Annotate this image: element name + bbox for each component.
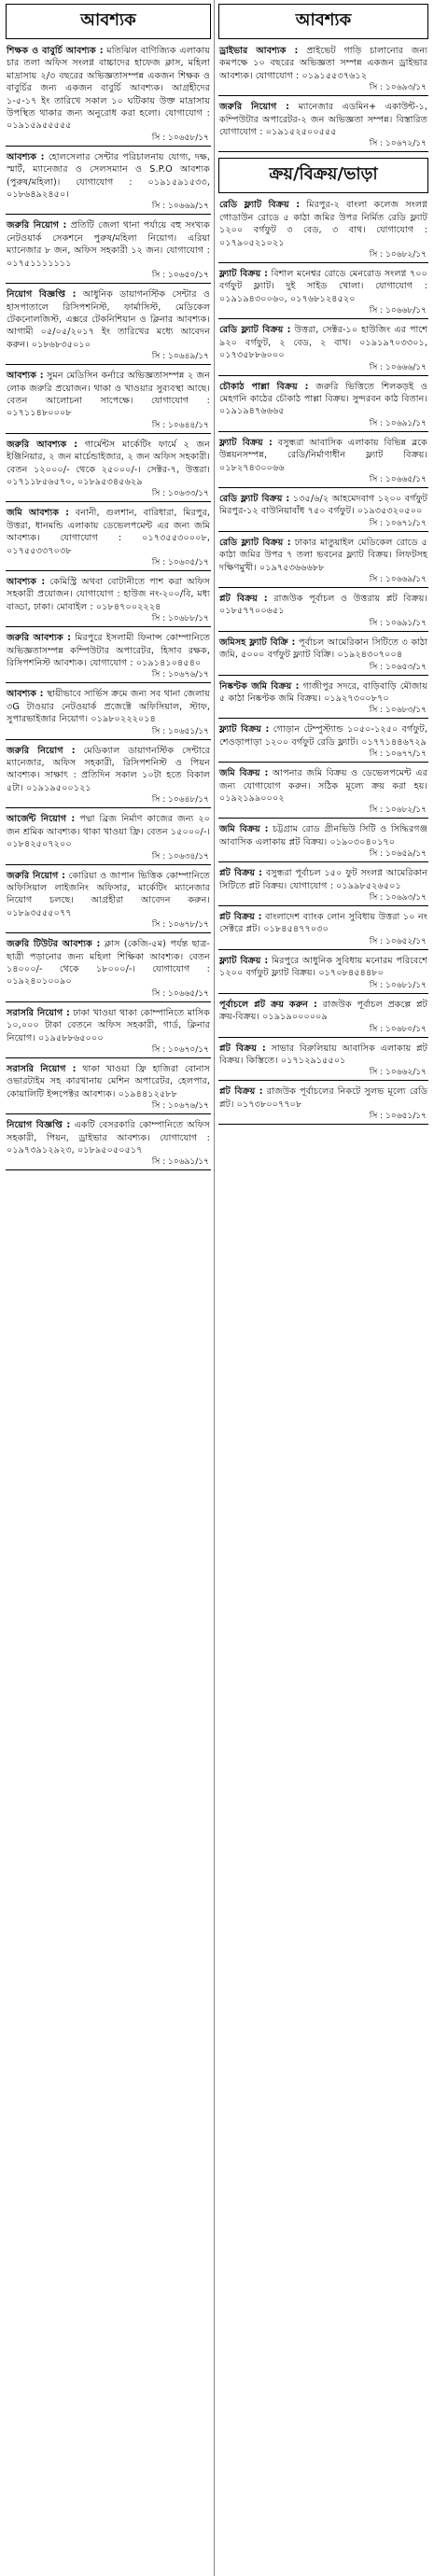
ad-text [218,379,428,418]
classified-ad [6,936,211,1002]
ad-code: সি : ১০৬৫৩/১৭ [369,662,427,672]
ad-separator [218,631,428,632]
ad-body: বনানী, গুলশান, বারিধারা, মিরপুর, উত্তরা, ধানমন্ডি এলাকায় ডেভেলপমেন্ট এর জন্য জমি আবশ্যক। যোগাযোগ : ০১৭৩৫৫৩০০০৮, ০১৭৫৫৩৩৭০৩৮ [7,508,210,556]
ad-separator [218,993,428,994]
ad-text [218,821,428,848]
ad-code: সি : ১০৬০৫/১৭ [151,558,209,567]
ad-code: সি : ১০৬৬৫/১৭ [369,474,427,484]
classified-ad [218,99,428,152]
ad-keyword: সরাসরি নিয়োগ : [7,1063,77,1074]
classified-ad [218,379,428,432]
ad-keyword: প্লট বিক্রয় : [219,912,262,923]
ad-body: বাংলাদেশ ব্যাংক লোন সুবিধায় উত্তরা ১০ নং সেক্টরে প্লট। ০১৮৪৫৪৭৭০৩০ [219,912,427,935]
classified-ad [218,635,428,676]
right-column [218,4,428,1127]
ad-text [218,953,428,980]
ad-text [6,936,211,988]
ad-text [218,997,428,1024]
right-section-header-wanted: আবশ্যক [218,4,428,39]
ad-text [218,909,428,936]
ad-keyword: প্লট বিক্রয় : [219,868,263,879]
ad-separator [6,570,211,571]
ad-code: সি : ১০৬৪৯/১৭ [151,352,209,362]
ad-keyword: প্লট বিক্রয় : [219,593,268,604]
ad-separator [218,949,428,950]
ad-separator [218,861,428,862]
ad-code: সি : ১০৬৮০/১৭ [369,1024,427,1034]
ad-text [218,491,428,518]
ad-separator [218,675,428,676]
ad-separator [218,431,428,432]
ad-text [6,574,211,613]
ad-body: মেডিক্যাল ডায়াগনস্টিক সেন্টারে ম্যানেজার, অফিস সহকারী, রিসিপশনিস্ট ও পিয়ন আবশ্যক। সাক্ষাৎ : প্রতিদিন সকাল ১০টা হতে বিকাল ৫টা। ০১৯১৯৫০০১২১ [7,745,210,793]
ad-separator [6,682,211,683]
classified-ad [218,679,428,720]
ad-separator [6,214,211,215]
ad-keyword: ফ্ল্যাট বিক্রয় : [219,955,269,966]
ad-text [218,99,428,138]
ad-text [218,635,428,662]
ad-text [218,591,428,618]
ad-text [6,868,211,920]
ad-text [218,322,428,361]
ad-code: সি : ১০৬৬৯/১৭ [369,574,427,584]
ad-code: সি : ১০৬৫০/১৭ [151,271,209,281]
ad-keyword: আবশ্যক : [7,577,46,587]
ad-code: সি : ১০৬৯১/১৭ [151,1157,209,1168]
ad-text [6,368,211,420]
ad-separator [218,762,428,763]
ad-body: বিশাল মনেশ্বর রোডে মেনরোড সংলগ্ন ৭০০ বর্গফুট ফ্ল্যাট। দুই সাইড খোলা। যোগাযোগ : ০১৯১৯৪৩০০৬০, ০১৭৬৮১২৪৫২০ [219,269,427,304]
ad-code: সি : ১০৬৫৯/১৭ [369,849,427,860]
classified-ad [6,505,211,571]
ad-code: সি : ১০৬৮১/১৭ [369,980,427,990]
ad-code: সি : ১০৬৮৩/১৭ [369,706,427,716]
ad-code: সি : ১০৬৫১/১৭ [369,1112,427,1122]
ad-separator [6,932,211,933]
classified-ad [218,266,428,319]
ad-separator [6,739,211,740]
ad-keyword: সরাসরি নিয়োগ : [7,1007,70,1018]
ad-keyword: চৌকাঠ পাল্লা বিক্রয় : [219,381,309,392]
classified-ad [218,821,428,862]
ad-code: সি : ১০৬৬৫/১৭ [151,988,209,999]
ad-keyword: প্লট বিক্রয় : [219,1086,263,1098]
classified-ad [6,574,211,627]
ad-text [6,686,211,725]
ad-code: সি : ১০৬৯৩/১৭ [369,83,427,93]
ad-text [6,811,211,850]
ad-separator [218,262,428,263]
classified-ad [6,287,211,365]
right-ads-list [218,197,428,1125]
ad-code: সি : ১০৬৯৩/১৭ [369,893,427,903]
ad-code: সি : ১০৬৬৮/১৭ [369,306,427,316]
column-divider [214,0,215,2576]
ad-body: সুমন মেডিসিন কর্নারে অভিজ্ঞতাসম্পন্ন ২ জন লোক জরুরি প্রয়োজন। থাকা ও খাওয়ার সুব্যবস্থা আছে। বেতন আলোচনা সাপেক্ষে। যোগাযোগ : ০১৭১১৪৮০০০৮ [7,371,210,419]
ad-keyword: নিয়োগ বিজ্ঞপ্তি : [7,1120,71,1131]
ad-code: সি : ১০৬৮২/১৭ [369,805,427,816]
classified-ad [218,535,428,588]
ad-separator [6,364,211,365]
ad-text [218,1041,428,1068]
classified-ad [6,868,211,934]
ad-body: পূর্বাচল আমেরিকান সিটিতে ৩ কাঠা জমি, ৫০০০ বর্গফুট ফ্ল্যাট বিক্রি। ০১৯২৪৩০৭০০৪ [219,637,428,661]
classified-ad [6,217,211,284]
ad-keyword: আবশ্যক : [7,689,44,700]
ad-text [218,43,428,82]
ad-code: সি : ১০৬৫৮/১৭ [151,133,209,143]
ad-code: সি : ১০৬৭৬/১৭ [151,1101,209,1112]
ad-keyword: জমি বিক্রয় : [219,824,269,835]
classified-ad [218,1041,428,1082]
ad-body: আধুনিক ডায়াগনস্টিক সেন্টার ও হাসপাতালে রিসিপশনিস্ট, ফার্মাসিস্ট, মেডিকেল টেকনোলজিস্ট, এক্সরে টেকনিশিয়ান ও ক্লিনার আবশ্যক। আগামী ০৫/০৫/২০১৭ ইং তারিখের মধ্যে আবেদন করুন। ০১৮৬৮৩৫০১০ [7,289,210,350]
ad-body: মতিঝিল বাণিজ্যিক এলাকায় চার তলা অফিস সংলগ্ন বাচ্চাদের হাফেজ ক্লাস, মহিলা মাদ্রাসায় ২/৩ বছরের অভিজ্ঞতাসম্পন্ন একজন শিক্ষক ও বাবুর্চির জন্য একজন বাবুর্চি আবশ্যক। আগ্রহীদের ১-৫-১৭ ইং তারিখে সকাল ১০ ঘটিকায় উক্ত মাদ্রাসায় উপস্থিত থাকার জন্য অনুরোধ করা হলো। যোগাযোগ : ০১৯১৫৯৫৫৫৫৫ [7,46,210,132]
ad-code: সি : ১০৬৩৩/১৭ [151,489,209,499]
ad-code: সি : ১০৬৩৪/১৭ [151,851,209,861]
ad-separator [218,818,428,819]
ad-code: সি : ১০৬৯১/১৭ [369,418,427,428]
ad-text [6,149,211,202]
ad-body: থাকা খাওয়া ফ্রি হাজিরা বোনাস ওভারটাইম সহ কারখানায় মেশিন অপারেটর, হেলপার, কোয়ালিটি ইন্সপেক্টর আবশ্যক। ০১৯৪৪১২৫৮৮ [7,1063,210,1099]
ad-separator [218,905,428,906]
ad-text [6,287,211,351]
ad-keyword: আবশ্যক : [7,151,45,162]
ad-body: স্থায়ীভাবে সার্ভিস ক্রমে জন্য সব থানা জেলায় ৩G টাওয়ার নেটওয়ার্ক প্রজেক্টে অফিসিয়াল, স্টাফ, সুপারভাইজার নিয়োগ। ০১৯৮০২২২০১৪ [7,689,210,725]
classified-ad [218,435,428,488]
ad-keyword: জরুরি নিয়োগ : [7,220,67,231]
ad-text [218,865,428,892]
classified-ad [6,1117,211,1170]
ad-body: কেমিস্ট্রি অথবা বোটানীতে পাশ করা অফিস সহকারী প্রয়োজন। যোগাযোগ : হাউজ নং-২০০/বি, মধ্য বাড্ডা, ঢাকা। মোবাইল : ০১৮৪৭০০২২২৪ [7,577,210,612]
ad-body: ১৩৫/৬/২ আহমেদবাগ ১২০০ বর্গফুট মিরপুর-১২ বাউনিয়াবাঁধ ৭৫০ বর্গফুট। ০১৯৩৫৩২০৫০০ [219,493,428,517]
ad-keyword: নিষ্কণ্টক জমি বিক্রয় : [219,680,300,692]
left-ads-list [6,43,211,1170]
ad-text [6,43,211,133]
ad-keyword: শিক্ষক ও বাবুর্চি আবশ্যক : [7,46,104,56]
left-column [6,4,211,1173]
ad-body: আপনার জমি বিক্রয় ও ডেভেলপমেন্ট এর জন্য যোগাযোগ করুন। সঠিক মূল্যে ক্রয় করা হয়। ০১৯২১৯৯০০০২ [219,768,427,805]
ad-separator [6,1001,211,1002]
left-section-header: আবশ্যক [6,4,211,39]
classified-ad [218,591,428,632]
ad-text [6,505,211,557]
ad-separator [6,864,211,865]
ad-text [6,437,211,489]
ad-keyword: ফ্ল্যাট বিক্রয় : [219,269,269,280]
ad-keyword: পূর্বাচলে প্লট ক্রয় করুন : [219,999,317,1010]
ad-code: সি : ১০৬৭৭/১৭ [369,749,427,760]
ad-body: মিরপুরে ইসলামী ফিনান্স কোম্পানিতে অভিজ্ঞতাসম্পন্ন কম্পিউটার অপারেটর, হিসাব রক্ষক, রিসিপশনিস্ট আবশ্যক। যোগাযোগ : ০১৯১৪১০৪৫৪০ [7,633,210,669]
classified-ad [218,1084,428,1125]
ad-separator [6,807,211,808]
ad-body: ঢাকার মাতুয়াইল মেডিকেল রোডে ৫ কাঠা জমির উপর ৭ তলা ভবনের ফ্ল্যাট বিক্রয়। লিফটসহ দক্ষিণমুখী। ০১৯৭৫৩৬৬৬৮৮ [219,537,427,573]
ad-separator [6,1169,211,1170]
ad-body: প্রতিটি জেলা থানা পর্যায়ে বহু সংখ্যক নেটওয়ার্ক সেকশনে পুরুষ/মহিলা নিয়োগ। এরিয়া ম্যানেজার ৮ জন, অফিস সহকারী ১২ জন। যোগাযোগ : ০১৭৫১১১১১১১ [7,220,210,269]
ad-keyword: জমি বিক্রয় : [219,768,269,779]
classified-ad [218,765,428,819]
ad-body: বসুন্ধরা পূর্বাচল ১৫০ ফুট সংলগ্ন আমেরিকান সিটিতে প্লট বিক্রয়। যোগাযোগ : ০১৯৯৮৫২৬৫০১ [219,868,427,891]
ad-body: মিরপুর-২ বাংলা কলেজ সংলগ্ন গোডাউন রোডে ৫ কাঠা জমির উপর নির্মিত রেডি ফ্ল্যাট ১২০০ বর্গফুট ৩ বেড, ৩ বাথ। যোগাযোগ : ০১৭৯০৫২১০২১ [219,200,428,248]
ad-keyword: ফ্ল্যাট বিক্রয় : [219,437,273,448]
ad-body: উত্তরা, সেক্টর-১০ হাউজিং এর পাশে ৯২০ বর্গফুট, ২ বেড, ২ বাথ। ০১৯১৯৭০৩৩০১, ০১৭৩৫৮৮৬০০০ [219,325,427,361]
ad-body: প্রাইভেট গাড়ি চালানোর জন্য কমপক্ষে ১০ বছরের অভিজ্ঞতা সম্পন্ন একজন ড্রাইভার আবশ্যক। যোগাযোগ : ০১৯১৫৫৩৭৬১২ [219,46,428,81]
classified-ad [218,953,428,994]
classified-ad [218,865,428,906]
ad-separator [6,626,211,627]
ad-keyword: ফ্ল্যাট বিক্রয় : [219,724,270,735]
classified-ad [218,721,428,763]
ad-code: সি : ১০৬৯১/১৭ [369,618,427,628]
ad-body: গোড়ান টেম্পুস্ট্যান্ড ১০৫০-১২৫০ বর্গফুট, শেওড়াপাড়া ১২০০ বর্গফুট রেডি ফ্ল্যাট। ০১৭৭১৪৪৬৭২৯ [219,724,427,748]
classified-ad [6,743,211,809]
ad-keyword: জরুরি আবশ্যক : [7,633,72,644]
classified-ad [218,909,428,950]
ad-body: একটি বেসরকারি কোম্পানিতে অফিস সহকারী, পিয়ন, ড্রাইভার আবশ্যক। যোগাযোগ : ০১৯৭৩৯১২৯২৩, ০১৮৯৫০৫০৫১৭ [7,1120,210,1155]
ad-separator [218,487,428,488]
classified-ad [6,1061,211,1114]
classified-ad [6,630,211,683]
ad-text [6,1061,211,1100]
ad-code: সি : ১০৬৭১/১৭ [369,518,427,528]
classified-ad [6,686,211,739]
ad-body: ঢাকা খাওয়া থাকা কোম্পানিতে মাসিক ১০,০০০ টাকা বেতনে অফিস সহকারী, গার্ড, ক্লিনার নিয়োগ। ০১৯৫৮৮৬৫০০০ [7,1007,210,1043]
ad-keyword: রেডি ফ্ল্যাট বিক্রয় : [219,493,290,504]
right-section-header-buy-sell: ক্রয়/বিক্রয়/ভাড়া [218,158,428,193]
ad-separator [6,283,211,284]
ad-separator [6,1113,211,1114]
ad-body: গাজীপুর সদরে, বাড়িবাড়ি মৌজায় ৫ কাঠা নিষ্কণ্টক জমি বিক্রয়। ০১৯২৭৩০০৮৭০ [219,680,427,704]
ad-body: রাজউক পূর্বাচল ও উত্তরায় প্লট বিক্রয়। ০১৮৫৭৭০০৬৫১ [219,593,427,617]
ad-keyword: জরুরি নিয়োগ : [219,102,290,113]
ad-separator [6,146,211,147]
classified-ad [6,811,211,864]
classified-ad [218,43,428,96]
ad-code: সি : ১০৬৫২/১৭ [369,936,427,946]
ad-separator [218,1080,428,1081]
ad-separator [218,1124,428,1125]
classified-ad [6,43,211,147]
ad-text [6,1117,211,1156]
ad-separator [6,433,211,434]
ad-code: সি : ১০৬৪৪/১৭ [151,420,209,430]
ad-text [218,535,428,574]
ad-code: সি : ১০৬৭৬/১৭ [151,670,209,680]
ad-keyword: জরুরি নিয়োগ : [7,870,66,881]
ad-separator [6,1057,211,1058]
classified-ad [6,437,211,503]
ad-body: হোলসেলার সেন্টার পরিচালনায় যোগ্য, দক্ষ, স্মার্ট, ম্যানেজার ও সেলসম্যান ও S.P.O আবশ্যক (পুরুষ/মহিলা)। যোগাযোগ : ০১৯১৫৯১৫৩৩, ০১৮৬৪৯২৪৫০। [7,151,210,201]
ad-body: রাজউক পূর্বাচল প্রকল্পে প্লট ক্রয়-বিক্রয়। ০১৯১৯০০০০০৯ [219,999,427,1023]
ad-body: সাভার বিরুলিয়ায় আবাসিক এলাকায় প্লট বিক্রয়। কিস্তিতে। ০১৭১২৯১৫৫০১ [219,1043,427,1066]
ad-keyword: জরুরি নিয়োগ : [7,745,76,756]
ad-text [218,197,428,249]
ad-text [6,630,211,669]
classified-ad [218,322,428,375]
ad-text [218,765,428,805]
ad-body: ক্লাস (কেজি-৫ম) পর্যন্ত ছাত্র-ছাত্রী পড়ানোর জন্য মহিলা শিক্ষিকা আবশ্যক। বেতন ১৪০০০/- থেকে ১৮০০০/-। যোগাযোগ : ০১৯২৪০১০০৯০ [7,939,210,987]
ad-body: রাজউক পূর্বাচলের নিকটে সুলভ মূল্যে রেডি প্লট। ০১৭৩৮০০৭৭০৮ [219,1086,427,1110]
ad-keyword: জমিসহ ফ্ল্যাট বিক্রি : [219,637,296,648]
classified-ad [218,997,428,1038]
ad-code: সি : ১০৬৫১/১৭ [151,726,209,736]
ad-code: সি : ১০৬৬৯/১৭ [151,202,209,212]
ad-body: পদ্মা ব্রিজ নির্মাণ কাজের জন্য ২০ জন শ্রমিক আবশ্যক। থাকা খাওয়া ফ্রি। বেতন ১৫০০০/-। ০১৮৪২৫০৭২০০ [7,814,210,850]
right-top-ads-list [218,43,428,152]
ad-text [218,1084,428,1111]
ad-keyword: নিয়োগ বিজ্ঞপ্তি : [7,289,77,301]
ad-body: ম্যানেজার এডমিন+ একাউন্ট-১, কম্পিউটার অপারেটর-২ জন অভিজ্ঞতা সম্পন্ন। বিস্তারিত যোগাযোগ : ০১৯১৫২৫০০৫৫৫ [219,102,427,138]
ad-separator [218,531,428,532]
ad-text [218,721,428,749]
ad-body: বসুন্ধরা আবাসিক এলাকায় বিভিন্ন ব্লকে উন্নয়নসম্পন্ন, রেডি/নির্মাণাধীন ফ্ল্যাট বিক্রয়। ০১৮২৭৪৩০০৬৬ [219,437,427,473]
ad-text [6,217,211,270]
ad-separator [218,375,428,376]
ad-body: কোরিয়া ও জাপান ভিত্তিক কোম্পানিতে অফিসিয়াল লাইজনিং অফিসার, মার্কেটিং ম্যানেজার নিয়োগ চলছে। আগ্রহীরা আবেদন করুন। ০১৮৯৩৫৫৫০৭৭ [7,870,210,918]
ad-keyword: প্লট বিক্রয় : [219,1043,266,1054]
classified-ad [218,491,428,532]
ad-separator [218,718,428,719]
ad-separator [218,587,428,588]
ad-text [218,266,428,305]
ad-separator [6,501,211,502]
ad-text [218,679,428,706]
ad-text [6,743,211,795]
ad-body: মিরপুরে আধুনিক সুবিধায় মনোরম পরিবেশে ১২০০ বর্গফুট ফ্ল্যাট বিক্রয়। ০১৭০৮৪৫৪৪৮০ [219,955,427,979]
ad-body: জরুরি ভিত্তিতে শিলকড়ই ও মেহগনি কাঠের চৌকাঠ পাল্লা বিক্রয়। সুন্দরবন কাঠ বিতান। ০১৯১৯৪৭৬৬৬৫ [219,381,428,417]
classified-ad [6,149,211,216]
classified-ad [6,1005,211,1058]
ad-keyword: জমি আবশ্যক : [7,508,70,519]
ad-body: চট্টগ্রাম রোড গ্রীনভিউ সিটি ও সিদ্ধিরগঞ্জ আবাসিক এলাকায় প্লট বিক্রয়। ০১৯০৩০৪০১৭০ [219,824,427,847]
ad-separator [218,318,428,319]
ad-code: সি : ১০৬৮২/১৭ [369,250,427,260]
ad-keyword: রেডি ফ্ল্যাট বিক্রয় : [219,537,291,548]
ad-code: সি : ১০৬৬৬/১৭ [369,362,427,372]
ad-body: গার্মেন্টস মার্কেটিং ফার্মে ২ জন ইঞ্জিনিয়ার, ২ জন মার্চেন্ডাইজার, ২ জন অফিস সহকারী। বেতন ১২০০০/- থেকে ২৫০০০/-। সেক্টর-৭, উত্তরা। ০১৭১১৮৫৬৫৭০, ০১৮৯৫৩৪৫৬২৯ [7,439,211,487]
ad-keyword: রেডি ফ্ল্যাট বিক্রয় : [219,200,301,211]
ad-code: সি : ১০৬৭৮/১৭ [151,920,209,931]
ad-text [6,1005,211,1044]
ad-keyword: আবশ্যক : [7,371,44,382]
ad-keyword: জরুরি টিউটর আবশ্যক : [7,939,101,950]
ad-keyword: রেডি ফ্ল্যাট বিক্রয় : [219,325,291,336]
ad-keyword: জরুরি আবশ্যক : [7,439,78,450]
ad-code: সি : ১০৬৭২/১৭ [369,139,427,149]
ad-code: সি : ১০৬৬২/১৭ [369,1068,427,1078]
classified-ad [6,368,211,434]
ad-separator [218,95,428,96]
ad-separator [218,1037,428,1038]
ad-text [218,435,428,474]
ad-keyword: ড্রাইভার আবশ্যক : [219,46,299,56]
ad-code: সি : ১০৬৭০/১৭ [151,1044,209,1055]
ad-keyword: আর্জেন্ট নিয়োগ : [7,814,76,825]
classified-ad [218,197,428,263]
ad-code: সি : ১০৬৪৮/১৭ [151,795,209,805]
ad-code: সি : ১০৬৮৮/১৭ [151,614,209,624]
ad-separator [218,151,428,152]
